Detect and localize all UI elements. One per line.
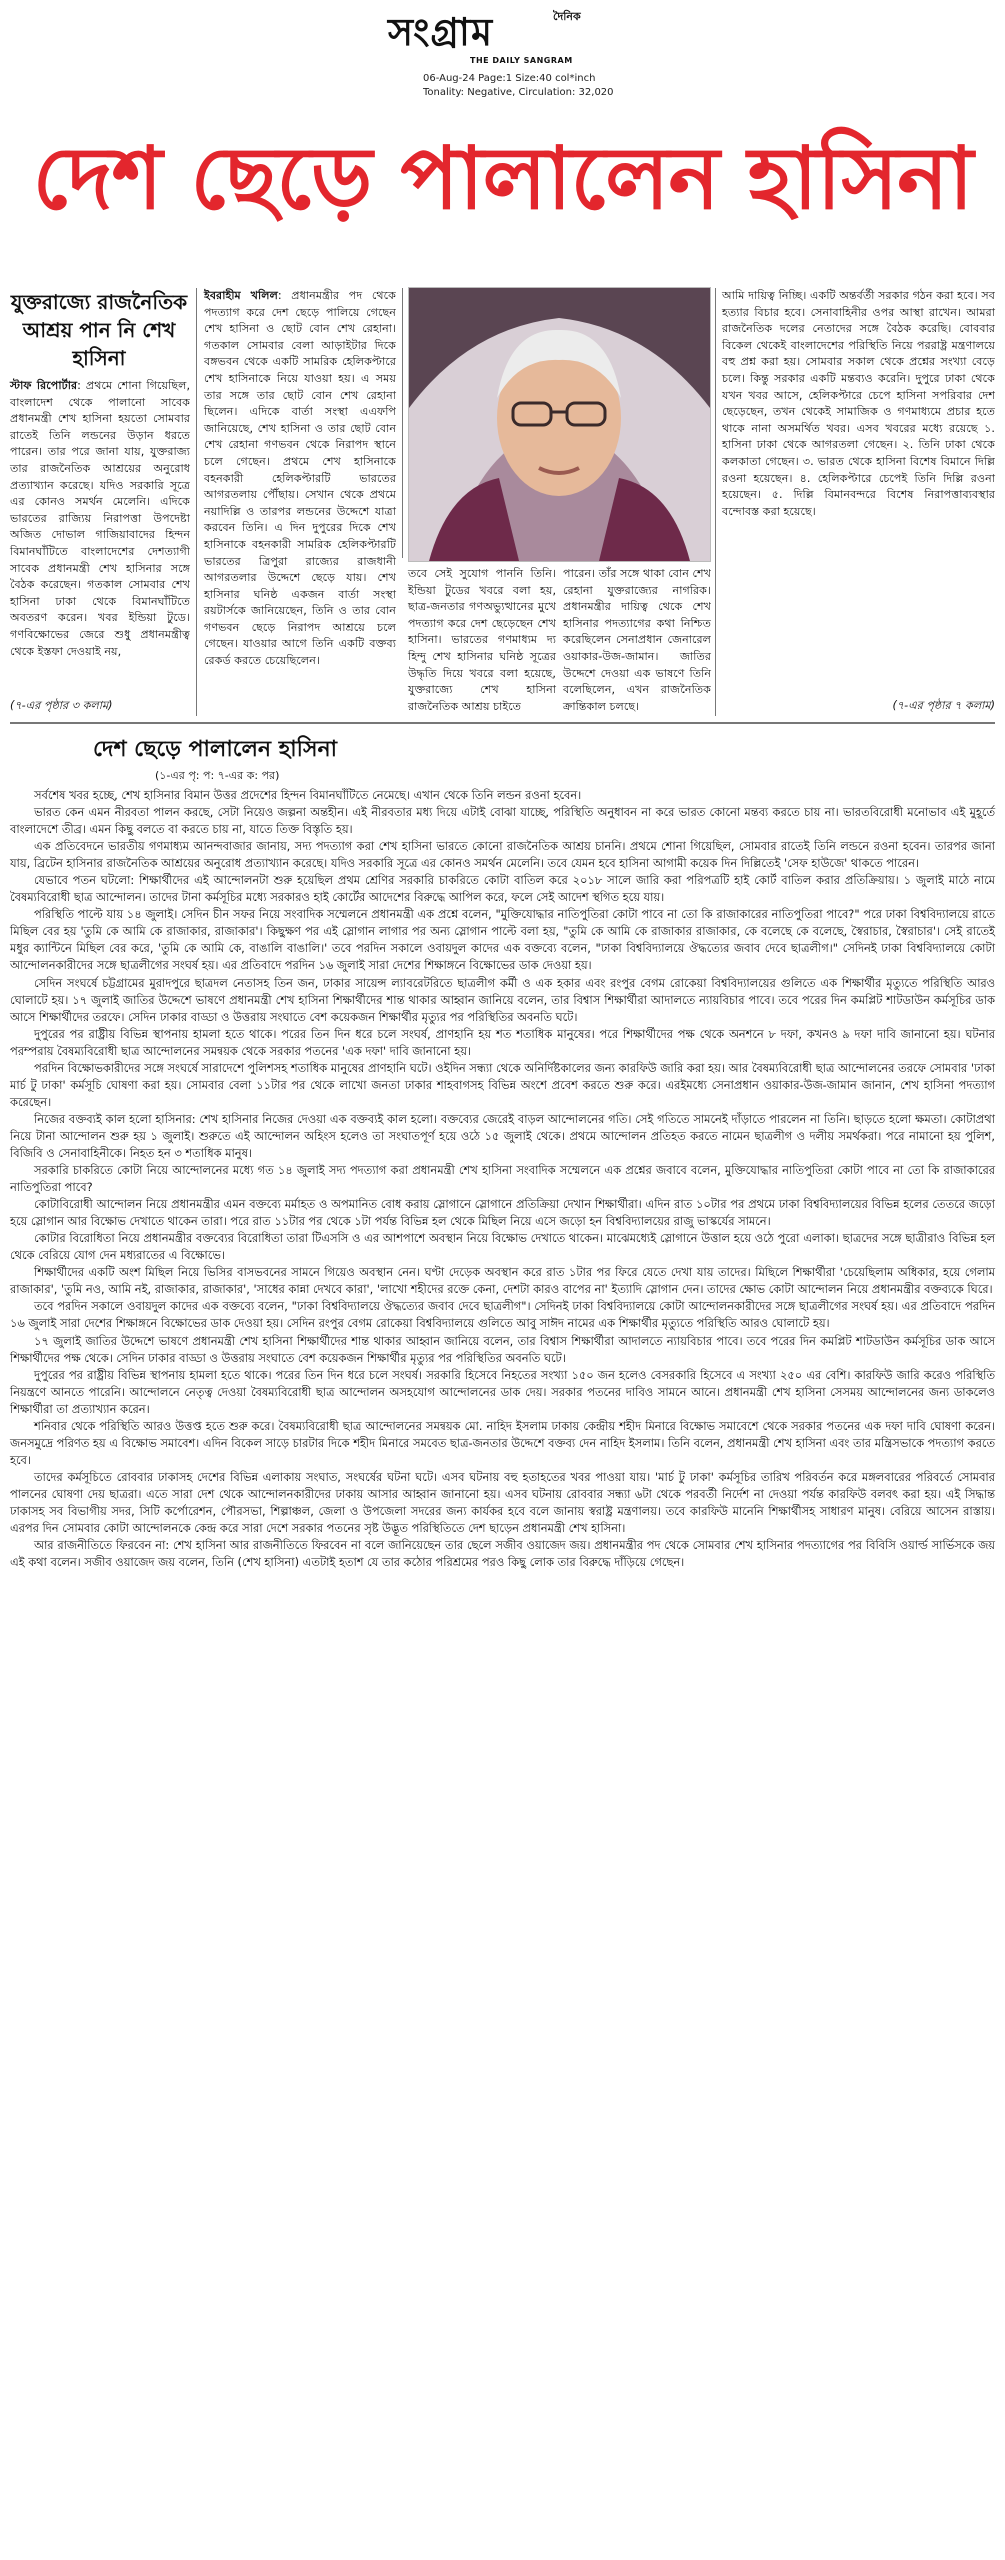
column-divider (196, 288, 197, 716)
left-story-subhead: যুক্তরাজ্যে রাজনৈতিক আশ্রয় পান নি শেখ হাসিনা (10, 290, 188, 370)
lower-story-paragraph: পরিস্থিতি পাল্টে যায় ১৪ জুলাই। সেদিন চীন সফর নিয়ে সংবাদিক সম্মেলনে প্রধানমন্ত্রী এক প্রশ্নে বলেন, "মুক্তিযোদ্ধার নাতিপুতিরা কোটা পাবে না তো কি রাজাকারের নাতিপুতিরা পাবে?" পরে ঢাকা বিশ্ববিদ্যালয়ে রাতে মিছিল বের হয় 'তুমি কে আমি কে রাজাকার, রাজাকার'। কিছুক্ষণ পর এই স্লোগান লাগার পর অন্য স্লোগান পাল্টে বলা হয়, "তুমি কে আমি কে রাজাকার রাজাকার, কে বলেছে কে বলেছে, স্বৈরাচার, স্বৈরাচার'। সেই রাতেই মধুর ক্যান্টিনে মিছিল বের করে, 'তুমি কে আমি কে, বাঙালি বাঙালি।' তবে পরদিন সকালে ওবায়দুল কাদের এক বক্তব্যে বলেন, "ঢাকা বিশ্ববিদ্যালয়ে ঔদ্ধত্যের জবাব দেবে ছাত্রলীগ।" সেদিনই ঢাকা বিশ্ববিদ্যালয়ে কোটা আন্দোলনকারীদের সঙ্গে ছাত্রলীগের সংঘর্ষ হয়। এর প্রতিবাদে পরদিন ১৬ জুলাই সারা দেশের শিক্ষাঙ্গনে বিক্ষোভের ডাক দেওয়া হয়। (10, 907, 995, 973)
lower-story-paragraph: দুপুরের পর রাষ্ট্রীয় বিভিন্ন স্থাপনায় হামলা হতে থাকে। পরের তিন দিন ধরে চলে সংঘর্ষ। সরকারি হিসেবে নিহতের সংখ্যা ১৫০ জন হলেও বেসরকারি হিসেবে এ সংখ্যা ২৫০ এর বেশি। কারফিউ জারি করেও পরিস্থিতি নিয়ন্ত্রণে আনতে পারেনি। আন্দোলনে নেতৃত্ব দেওয়া বৈষম্যবিরোধী ছাত্র আন্দোলন অসহযোগ আন্দোলনের ডাক দেয়। সরকার পতনের দাবিও সামনে আনে। প্রধানমন্ত্রী শেখ হাসিনা সেসময় আন্দোলনের জন্য ডাকলেও শিক্ষার্থীরা তা প্রত্যাখ্যান করেন। (10, 1367, 995, 1416)
clipping-meta-date: 06-Aug-24 Page:1 Size:40 col*inch (423, 73, 596, 84)
lower-story-paragraph: কোটার বিরোধিতা নিয়ে প্রধানমন্ত্রীর বক্তব্যের বিরোধিতা তারা টিএসসি ও এর আশপাশে অবস্থান নিয়ে বিক্ষোভ দেখাতে থাকেন। মাঝেমধ্যেই স্লোগানে উত্তাল হয়ে ওঠে পুরো এলাকা। ছাত্রদের সঙ্গে ছাত্রীরাও বিভিন্ন হল থেকে বেরিয়ে যোগ দেন মধ্যরাতের এ বিক্ষোভে। (10, 1231, 995, 1263)
lower-story-paragraph: শনিবার থেকে পরিস্থিতি আরও উত্তপ্ত হতে শুরু করে। বৈষম্যবিরোধী ছাত্র আন্দোলনের সমন্বয়ক মো. নাহিদ ইসলাম ঢাকায় কেন্দ্রীয় শহীদ মিনারে বিক্ষোভ সমাবেশে থেকে সরকার পতনের এক দফা দাবি ঘোষণা করেন। জনসমুদ্রে পরিণত হয় এ বিক্ষোভ সমাবেশ। এদিন বিকেল সাড়ে চারটার দিকে শহীদ মিনারে সমবেত ছাত্র-জনতার উদ্দেশে বক্তব্য দেন নাহিদ ইসলাম। তিনি বলেন, প্রধানমন্ত্রী শেখ হাসিনা এবং তার মন্ত্রিসভাকে পদত্যাগ করতে হবে। (10, 1418, 995, 1467)
column-divider (402, 288, 403, 558)
main-headline: দেশ ছেড়ে পালালেন হাসিনা (32, 129, 973, 229)
lower-story-paragraph: সর্বশেষ খবর হচ্ছে, শেখ হাসিনার বিমান উত্তর প্রদেশের হিন্দন বিমানঘাঁটিতে নেমেছে। এখান থেকে তিনি লন্ডন রওনা হবেন। (34, 788, 582, 802)
lower-story-paragraph: ১৭ জুলাই জাতির উদ্দেশে ভাষণে প্রধানমন্ত্রী শেখ হাসিনা শিক্ষার্থীদের শান্ত থাকার আহ্বান জানিয়ে বলেন, তার বিশ্বাস শিক্ষার্থীরা আদালতে ন্যায়বিচার পাবে। তবে পরের দিন কমপ্লিট শাটডাউন কর্মসূচির ডাক আসে শিক্ষার্থীদের পক্ষ থেকে। সেদিন ঢাকার বাড্ডা ও উত্তরায় সংঘাতে বেশ কয়েকজন শিক্ষার্থীর মৃত্যুর পর পরিস্থিতির অবনতি ঘটে। (10, 1333, 995, 1365)
column-divider (715, 288, 716, 716)
lower-story-paragraph: সেদিন সংঘর্ষে চট্টগ্রামের মুরাদপুরে ছাত্রদল নেতাসহ তিন জন, ঢাকার সায়েন্স ল্যাবরেটরিতে ছাত্রলীগ কর্মী ও এক হকার এবং রংপুর বেগম রোকেয়া বিশ্ববিদ্যালয়ের গুলিতে এক শিক্ষার্থীর মৃত্যুতে পরিস্থিতি আরও ঘোলাটে হয়। ১৭ জুলাই জাতির উদ্দেশে ভাষণে প্রধানমন্ত্রী শেখ হাসিনা শিক্ষার্থীদের শান্ত থাকার আহ্বান জানিয়ে বলেন, তার বিশ্বাস শিক্ষার্থীরা আদালতে ন্যায়বিচার পাবে। তবে পরের দিন কমপ্লিট শাটডাউন কর্মসূচির ডাক আসে শিক্ষার্থীদের তরফে। সেদিন ঢাকার বাড্ডা ও উত্তরায় সংঘাতে বেশ কয়েকজন শিক্ষার্থীর মৃত্যুর পর পরিস্থিতির অবনতি ঘটে। (10, 975, 995, 1024)
left-story-body (10, 378, 190, 696)
middle-story-body (204, 288, 396, 668)
right-story-jump: (৭-এর পৃষ্ঠার ৭ কলাম) (892, 699, 995, 712)
clipping-meta-tonality: Tonality: Negative, Circulation: 32,020 (423, 87, 614, 98)
lower-story-paragraph: শিক্ষার্থীদের একটি অংশ মিছিল নিয়ে ভিসির বাসভবনের সামনে গিয়েও অবস্থান নেন। ঘণ্টা দেড়েক অবস্থান করে রাত ১টার পর ফিরে যেতে দেখা যায় তাদের। মিছিলে শিক্ষার্থীরা 'চেয়েছিলাম অধিকার, হয়ে গেলাম রাজাকার', 'তুমি নও, আমি নই, রাজাকার, রাজাকার', 'সাধের কান্না দেখবে কারা', 'লাখো শহীদের রক্তে কেনা, দেশটা কারও বাপের না' ইত্যাদি স্লোগান দেন। তাদের ক্ষোভ কোটা আন্দোলন নিয়ে প্রধানমন্ত্রীর বক্তব্যকে ঘিরে। (10, 1265, 995, 1297)
lower-story-paragraph: তাদের কর্মসূচিতে রোববার ঢাকাসহ দেশের বিভিন্ন এলাকায় সংঘাত, সংঘর্ষের ঘটনা ঘটে। এসব ঘটনায় বহু হতাহতের খবর পাওয়া যায়। 'মার্চ টু ঢাকা' কর্মসূচির তারিখ পরিবর্তন করে মঙ্গলবারের পরিবর্তে সোমবার পালনের ঘোষণা দেয় ছাত্ররা। এতে সারা দেশ থেকে আন্দোলনকারীদের ঢাকায় আসার আহ্বান জানানো হয়। এসব ঘটনায় রোববার সন্ধ্যা ৬টা থেকে পরবর্তী নির্দেশ না দেওয়া পর্যন্ত কারফিউ বলবৎ করা হয়। এই সিদ্ধান্ত ঢাকাসহ সব বিভাগীয় সদর, সিটি কর্পোরেশন, পৌরসভা, শিল্পাঞ্চল, জেলা ও উপজেলা সদরের জন্য কার্যকর হবে বলে জানায় স্বরাষ্ট্র মন্ত্রণালয়। তবে কারফিউ মানেনি শিক্ষার্থীসহ সাধারণ মানুষ। বেরিয়ে আসেন রাস্তায়। এরপর দিন সোমবার কোটা আন্দোলনকে কেন্দ্র করে সারা দেশে সরকার পতনের সৃষ্ট উদ্ভূত পরিস্থিতিতে দেশ ছাড়েন প্রধানমন্ত্রী শেখ হাসিনা। (10, 1469, 995, 1536)
sheikh-hasina-photo (408, 287, 711, 562)
section-divider (10, 722, 995, 724)
lower-story-paragraph: নিজের বক্তব্যই কাল হলো হাসিনার: শেখ হাসিনার নিজের দেওয়া এক বক্তব্যই কাল হলো। বক্তব্যের জেরেই বাড়ল আন্দোলনের গতি। সেই গতিতে সামনেই দাঁড়াতে পারলেন না তিনি। ছাড়তে হলো ক্ষমতা। কোটাপ্রথা নিয়ে টানা আন্দোলন শুরু হয় ১ জুলাই। শুরুতে এই আন্দোলন অহিংস হলেও তা সংঘাতপূর্ণ হয়ে ওঠে ১৫ জুলাই থেকে। প্রথমে আন্দোলন প্রতিহত করতে নামেন ছাত্রলীগ ও দলীয় সমর্থকরা। পরে নামানো হয় পুলিশ, বিজিবি ও সেনাবাহিনীকে। নিহত হন ৩ শতাধিক মানুষ। (10, 1111, 995, 1160)
logo-english: THE DAILY SANGRAM (470, 56, 573, 65)
middle-story-cont-left: তবে সেই সুযোগ পাননি তিনি। ইন্ডিয়া টুডের খবরে বলা হয়, ছাত্র-জনতার গণঅভ্যুত্থানের মুখে পদত্যাগ করে দেশ ছেড়েছেন শেখ হাসিনা। ভারতের গণমাধ্যম দ্য হিন্দু শেখ হাসিনার ঘনিষ্ঠ সূত্রের উদ্ধৃতি দিয়ে খবরে বলা হয়েছে, যুক্তরাজ্যে শেখ হাসিনা রাজনৈতিক আশ্রয় চাইতে (408, 567, 556, 713)
lower-story-paragraph: দুপুরের পর রাষ্ট্রীয় বিভিন্ন স্থাপনায় হামলা হতে থাকে। পরের তিন দিন ধরে চলে সংঘর্ষ, প্রাণহানি হয় শত শতাধিক মানুষের। পরে শিক্ষার্থীদের পক্ষ থেকে অনশনে ৮ দফা, কখনও ৯ দফা দাবি জানানো হয়। ঘটনার পরম্পরায় বৈষম্যবিরোধী ছাত্র আন্দোলনের সমন্বয়ক থেকে সরকার পতনের 'এক দফা' দাবি জানানো হয়। (10, 1026, 995, 1058)
lower-story-paragraph: কোটাবিরোধী আন্দোলন নিয়ে প্রধানমন্ত্রীর এমন বক্তব্যে মর্মাহত ও অপমানিত বোধ করায় স্লোগানে স্লোগানে প্রতিক্রিয়া দেখান শিক্ষার্থীরা। এদিন রাত ১০টার পর প্রথমে ঢাকা বিশ্ববিদ্যালয়ের বিভিন্ন হলের তেতরে জড়ো হয়ে স্লোগান আর বিক্ষোভ দেখাতে থাকেন তারা। পরে রাত ১১টার পর থেকে ১টা পর্যন্ত বিভিন্ন হল থেকে মিছিল নিয়ে এসে জড়ো হন বিশ্ববিদ্যালয়ের রাজু ভাস্কর্যের সামনে। (10, 1197, 995, 1229)
lower-story-body (10, 787, 995, 2547)
left-story-byline: স্টাফ রিপোর্টার (10, 379, 78, 392)
lower-story-paragraph: সরকারি চাকরিতে কোটা নিয়ে আন্দোলনের মধ্যে গত ১৪ জুলাই সদ্য পদত্যাগ করা প্রধানমন্ত্রী শেখ হাসিনা সংবাদিক সম্মেলনে এক প্রশ্নের জবাবে বলেন, মুক্তিযোদ্ধার নাতিপুতিরা কোটা পাবে না তো কি রাজাকারের নাতিপুতিরা পাবে? (10, 1163, 995, 1195)
middle-story-cont-mid: পারেন। তাঁর সঙ্গে থাকা বোন শেখ রেহানা যুক্তরাজ্যের নাগরিক। প্রধানমন্ত্রীর দায়িত্ব থেকে শেখ হাসিনার পদত্যাগের কথা নিশ্চিত করেছিলেন সেনাপ্রধান জেনারেল ওয়াকার-উজ-জামান। জাতির উদ্দেশে দেওয়া এক ভাষণে তিনি বলেছিলেন, এখন রাজনৈতিক ক্রান্তিকাল চলছে। (563, 567, 711, 713)
lower-story-paragraph: যেভাবে পতন ঘটলো: শিক্ষার্থীদের এই আন্দোলনটা শুরু হয়েছিল প্রথম শ্রেণির সরকারি চাকরিতে কোটা বাতিল করে ২০১৮ সালে জারি করা পরিপত্রটি হাই কোর্ট বাতিল করার প্রতিক্রিয়ায়। ১ জুলাই মাঠে নামে বৈষম্যবিরোধী ছাত্র আন্দোলন। তাদের টানা কর্মসূচির মধ্যে সরকারও হাই কোর্টের আদেশের বিরুদ্ধে আপিল করে, ফলে সেই আদেশ স্থগিত হয়ে যায়। (10, 873, 995, 905)
lower-story-title: দেশ ছেড়ে পালালেন হাসিনা (92, 737, 337, 762)
portrait-illustration (409, 288, 710, 561)
lower-story-paragraph: ভারত কেন এমন নীরবতা পালন করছে, সেটা নিয়েও জল্পনা অন্তহীন। এই নীরবতার মধ্য দিয়ে এটাই বোঝা যাচ্ছে, পরিস্থিতি অনুধাবন না করে ভারত কোনো মন্তব্য করতে চায় না। ভারতবিরোধী মনোভাব এই মুহূর্তে বাংলাদেশে তীব্র। এমন কিছু বলতে বা করতে চায় না, যাতে তিক্ত বিস্তৃতি হয়। (10, 805, 995, 837)
newspaper-logo: সংগ্রাম (388, 10, 494, 54)
lower-story-paragraph: আর রাজনীতিতে ফিরবেন না: শেখ হাসিনা আর রাজনীতিতে ফিরবেন না বলে জানিয়েছেন তার ছেলে সজীব ওয়াজেদ জয়। প্রধানমন্ত্রীর পদ থেকে সোমবার শেখ হাসিনার পদত্যাগের পর বিবিসি ওয়ার্ল্ড সার্ভিসকে জয় এই কথা বলেন। সজীব ওয়াজেদ জয় বলেন, তিনি (শেখ হাসিনা) এতটাই হতাশ যে তার কঠোর পরিশ্রমের পরও কিছু লোক তার বিরুদ্ধে দাঁড়িয়ে গেছেন। (10, 1538, 995, 1570)
middle-story-text: : প্রধানমন্ত্রীর পদ থেকে পদত্যাগ করে দেশ ছেড়ে পালিয়ে গেছেন শেখ হাসিনা ও ছোট বোন শেখ রেহানা। গতকাল সোমবার বেলা আড়াইটার দিকে বঙ্গভবন থেকে একটি সামরিক হেলিকপ্টারে শেখ হাসিনাকে নিয়ে যাওয়া হয়। এ সময় তার সঙ্গে তার ছোট বোন শেখ রেহানা ছিলেন। এদিকে বার্তা সংস্থা এএফপি জানিয়েছে, শেখ হাসিনা ও তার ছোট বোন শেখ রেহানা গণভবন থেকে নিরাপদ স্থানে চলে গেছেন। প্রথমে শেখ হাসিনাকে বহনকারী হেলিকপ্টারটি ভারতের আগরতলায় পৌঁছায়। সেখান থেকে প্রথমে নয়াদিল্লি ও তারপর লন্ডনের উদ্দেশে যাত্রা করবেন তিনি। এ দিন দুপুরের দিকে শেখ হাসিনাকে বহনকারী সামরিক হেলিকপ্টারটি ভারতের ত্রিপুরা রাজ্যের রাজধানী আগরতলার উদ্দেশে ছেড়ে যায়। শেখ হাসিনার ঘনিষ্ঠ একজন বার্তা সংস্থা রয়টার্সকে জানিয়েছেন, তিনি ও তার বোন গণভবন ছেড়ে নিরাপদ আশ্রয়ে চলে গেছেন। যাওয়ার আগে তিনি একটি বক্তব্য রেকর্ড করতে চেয়েছিলেন। (204, 289, 396, 668)
left-story-jump: (৭-এর পৃষ্ঠার ৩ কলাম) (10, 699, 113, 712)
lower-story-paragraph: পরদিন বিক্ষোভকারীদের সঙ্গে সংঘর্ষে সারাদেশে পুলিশসহ শতাধিক মানুষের প্রাণহানি ঘটে। ওইদিন সন্ধ্যা থেকে অনির্দিষ্টকালের জন্য কারফিউ জারি করা হয়। আর বৈষম্যবিরোধী ছাত্র আন্দোলনের তরফে সোমবার 'ঢাকা মার্চ টু ঢাকা' কর্মসূচি ঘোষণা করা হয়। সোমবার বেলা ১১টার পর থেকে লাখো জনতা ঢাকার শাহবাগসহ বিভিন্ন অংশে প্রবেশ করতে শুরু করে। এরইমধ্যে সেনাপ্রধান ওয়াকার-উজ-জামান জানান, শেখ হাসিনা পদত্যাগ করেছেন। (10, 1060, 995, 1109)
lower-story-subtitle: (১-এর পৃ: প: ৭-এর ক: পর) (155, 769, 280, 782)
lower-story-paragraph: তবে পরদিন সকালে ওবায়দুল কাদের এক বক্তব্যে বলেন, "ঢাকা বিশ্ববিদ্যালয়ে ঔদ্ধত্যের জবাব দেবে ছাত্রলীগ"। সেদিনই ঢাকা বিশ্ববিদ্যালয়ে কোটা আন্দোলনকারীদের সঙ্গে ছাত্রলীগের সংঘর্ষ হয়। এর প্রতিবাদে পরদিন ১৬ জুলাই সারা দেশের শিক্ষাঙ্গনে বিক্ষোভের ডাক দেওয়া হয়। সেদিন রংপুর বেগম রোকেয়া বিশ্ববিদ্যালয়ে গুলিতে আবু সাঈদ নামের এক শিক্ষার্থীর মৃত্যুতে পরিস্থিতি আরও ঘোলাটে হয়। (10, 1299, 995, 1331)
left-story-text: : প্রথমে শোনা গিয়েছিল, বাংলাদেশ থেকে পালানো সাবেক প্রধানমন্ত্রী শেখ হাসিনা হয়তো সোমবার রাতেই তিনি লন্ডনের উড়ান ধরতে পারেন। তার পরে জানা যায়, যুক্তরাজ্য তার রাজনৈতিক আশ্রয়ের অনুরোধ প্রত্যাখ্যান করেছে। যদিও সরকারি সূত্রে এর কোনও সমর্থন মেলেনি। এদিকে ভারতের রাজ্যিয় নিরাপত্তা উপদেষ্টা অজিত দোভাল গাজিয়াবাদের হিন্দন বিমানঘাঁটিতে বাংলাদেশের দেশত্যাগী সাবেক প্রধানমন্ত্রী শেখ হাসিনার সঙ্গে বৈঠক করেছেন। গতকাল সোমবার শেখ হাসিনা ঢাকা থেকে বিমানঘাঁটিতে অবতরণ করেন। খবর ইন্ডিয়া টুডে। গণবিক্ষোভের জেরে শুধু প্রধানমন্ত্রীত্ব থেকে ইস্তফা দেওয়াই নয়, (10, 379, 191, 658)
lower-story-paragraph: এক প্রতিবেদনে ভারতীয় গণমাধ্যম আনন্দবাজার জানায়, সদ্য পদত্যাগ করা শেখ হাসিনা ভারতে কোনো রাজনৈতিক আশ্রয় চাননি। প্রথমে শোনা গিয়েছিল, সোমবার রাতেই তিনি লন্ডনে রওনা হবেন। তারপর জানা যায়, ব্রিটেন হাসিনার রাজনৈতিক আশ্রয়ের অনুরোধ প্রত্যাখ্যান করেছে। যদিও সরকারি সূত্রে এর কোনও সমর্থন মেলেনি। তবে যেমন হবে হাসিনা আগামী কয়েক দিন দিল্লিতেই 'সেফ হাউজে' থাকতে পারেন। (10, 839, 995, 871)
masthead (0, 0, 1005, 110)
logo-daily-label: দৈনিক (553, 10, 581, 23)
middle-story-byline: ইবরাহীম খলিল (204, 289, 278, 302)
right-story-body: আমি দায়িত্ব নিচ্ছি। একটি অন্তর্বর্তী সরকার গঠন করা হবে। সব হত্যার বিচার হবে। সেনাবাহিনীর ওপর আস্থা রাখেন। আমরা রাজনৈতিক দলের নেতাদের সঙ্গে বৈঠক করেছি। বোববার বিকেল থেকেই বাংলাদেশের পরিস্থিতি নিয়ে পররাষ্ট্র মন্ত্রণালয়ে বহু প্রশ্ন করা হয়। সোমবার সকাল থেকে প্রশ্নের সংখ্যা বেড়ে চলে। কিন্তু সরকার একটি মন্তব্যও করেনি। দুপুরে ঢাকা থেকে যখন খবর আসে, হেলিকপ্টারে চেপে হাসিনা সপরিবার দেশ ছেড়েছেন, তখন থেকেই সামাজিক ও গণমাধ্যমে প্রচার হতে থাকে নানা অসমর্থিত খবর। এসব খবরের মধ্যে রয়েছে ১. হাসিনা ঢাকা থেকে আগরতলা গেছেন। ২. তিনি ঢাকা থেকে কলকাতা গেছেন। ৩. ভারত থেকে হাসিনা বিশেষ বিমানে দিল্লি রওনা হয়েছেন। ৪. হেলিকপ্টারে চেপেই তিনি দিল্লি রওনা হয়েছেন। ৫. দিল্লি বিমানবন্দরে বিশেষ নিরাপত্তাব্যবস্থার বন্দোবস্ত করা হয়েছে। (722, 289, 995, 518)
